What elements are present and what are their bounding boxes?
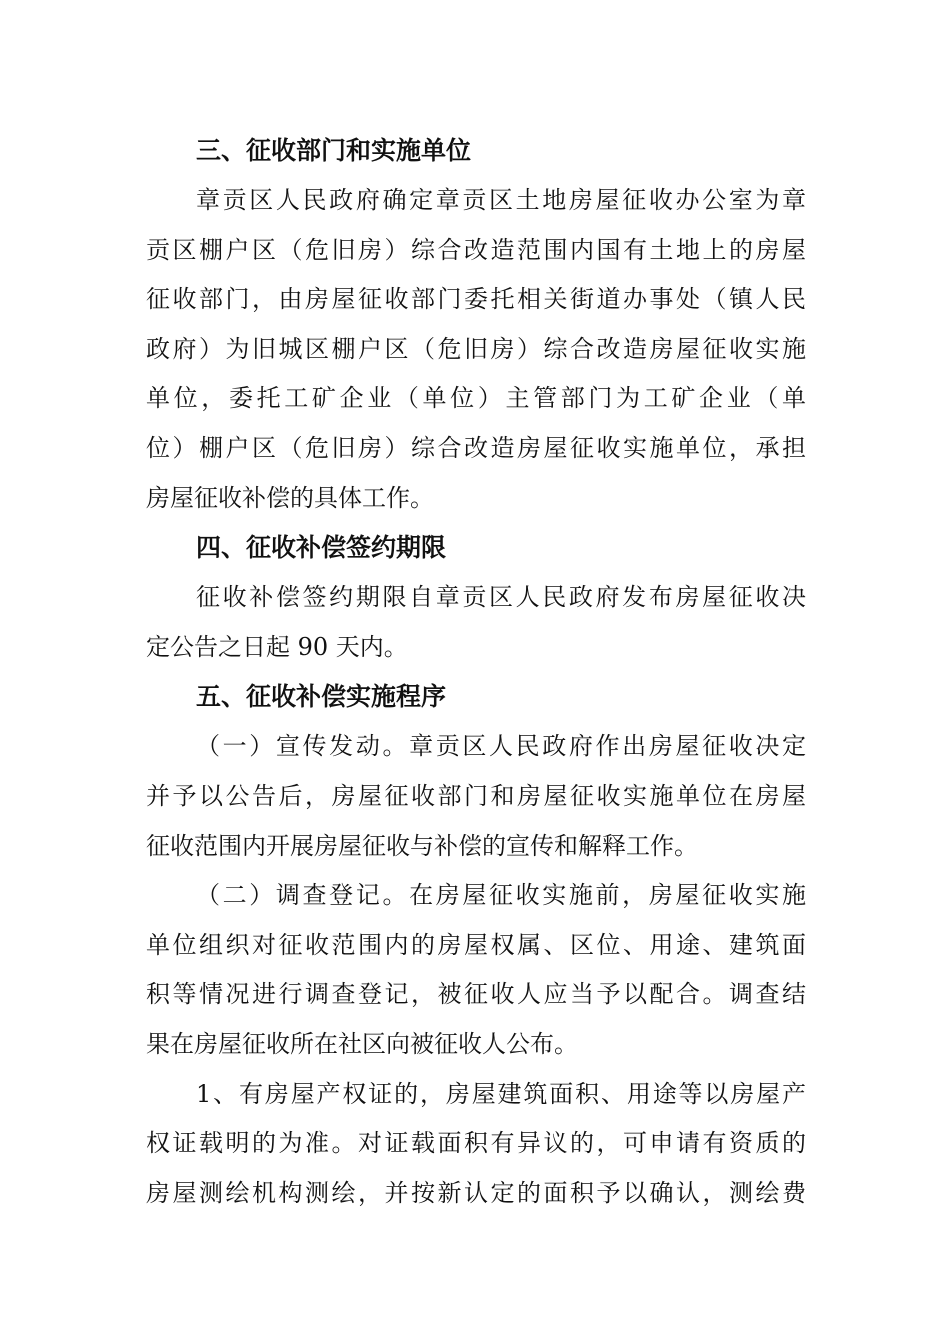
text-line: 单位，委托工矿企业（单位）主管部门为工矿企业（单 xyxy=(146,384,806,413)
text-line: 房屋测绘机构测绘，并按新认定的面积予以确认，测绘费 xyxy=(146,1178,806,1207)
text-line: 权证载明的为准。对证载面积有异议的，可申请有资质的 xyxy=(146,1129,806,1158)
paragraph-signing-period xyxy=(146,573,806,672)
paragraph-publicity xyxy=(146,722,806,871)
text-line: （二）调查登记。在房屋征收实施前，房屋征收实施 xyxy=(196,881,806,910)
text-line: 贡区棚户区（危旧房）综合改造范围内国有土地上的房屋 xyxy=(146,235,806,264)
text-line: 房屋征收补偿的具体工作。 xyxy=(146,483,434,512)
text-line: 积等情况进行调查登记，被征收人应当予以配合。调查结 xyxy=(146,980,806,1009)
section-heading-3: 三、征收部门和实施单位 xyxy=(196,136,472,165)
section-heading-4: 四、征收补偿签约期限 xyxy=(196,533,447,563)
text-line: 征收部门，由房屋征收部门委托相关街道办事处（镇人民 xyxy=(146,285,806,314)
text-line: 1、有房屋产权证的，房屋建筑面积、用途等以房屋产 xyxy=(196,1079,806,1108)
text-line: 位）棚户区（危旧房）综合改造房屋征收实施单位，承担 xyxy=(146,433,806,462)
paragraph-collection-units xyxy=(146,176,806,523)
text-line: 征收补偿签约期限自章贡区人民政府发布房屋征收决 xyxy=(196,583,806,612)
text-line: 定公告之日起 90 天内。 xyxy=(146,632,408,661)
text-line: 政府）为旧城区棚户区（危旧房）综合改造房屋征收实施 xyxy=(146,334,806,363)
document-body xyxy=(146,126,806,1218)
text-line: 征收范围内开展房屋征收与补偿的宣传和解释工作。 xyxy=(146,831,698,860)
paragraph-property-certificate xyxy=(146,1070,806,1219)
text-line: 单位组织对征收范围内的房屋权属、区位、用途、建筑面 xyxy=(146,930,806,959)
text-line: 章贡区人民政府确定章贡区土地房屋征收办公室为章 xyxy=(196,186,806,214)
section-heading-5: 五、征收补偿实施程序 xyxy=(196,682,447,712)
text-line: （一）宣传发动。章贡区人民政府作出房屋征收决定 xyxy=(196,732,806,761)
paragraph-survey-registration xyxy=(146,871,806,1069)
text-line: 果在房屋征收所在社区向被征收人公布。 xyxy=(146,1029,578,1058)
text-line: 并予以公告后，房屋征收部门和房屋征收实施单位在房屋 xyxy=(146,781,806,810)
